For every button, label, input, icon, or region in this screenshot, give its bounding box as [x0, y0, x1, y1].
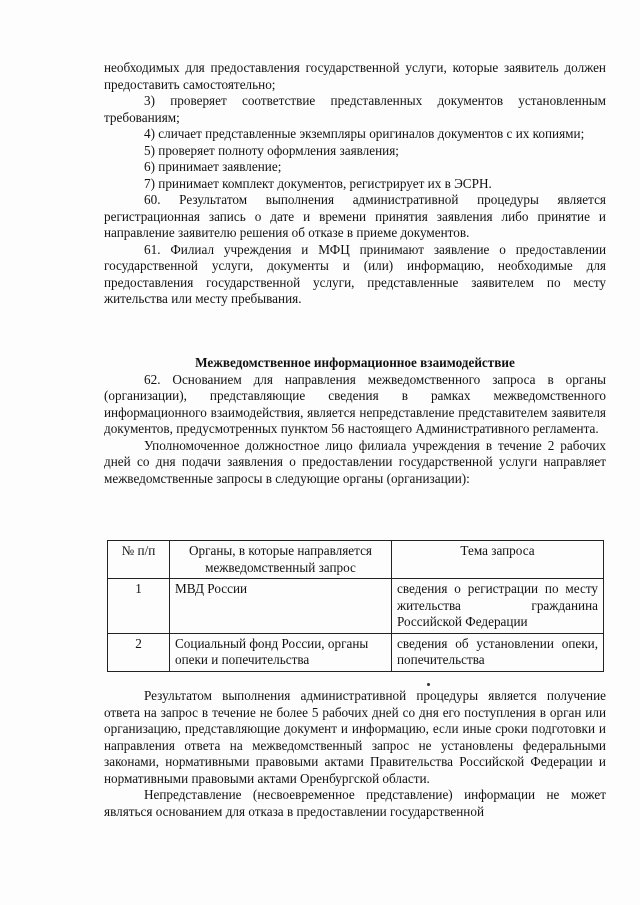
table-header-row: [108, 541, 604, 579]
row-agency: Социальный фонд России, органы опеки и попечительства: [170, 633, 392, 671]
list-item-3: 3) проверяет соответствие представленных документов установленным требованиям;: [104, 93, 606, 125]
row-agency: МВД России: [170, 579, 392, 634]
table-row: [108, 579, 604, 634]
paragraph-authorized-official: Уполномоченное должностное лицо филиала учреждения в течение 2 рабочих дней со дня подачи заявления о предоставлении государственной услуги направляет межведомственные запросы в следующие органы (организации):: [104, 437, 606, 486]
row-topic: сведения об установлении опеки, попечительства: [392, 633, 604, 671]
list-item-7: 7) принимает комплект документов, регистрирует их в ЭСРН.: [144, 175, 492, 191]
table-row: [108, 633, 604, 671]
interagency-request-table: [107, 540, 604, 672]
scan-speck: [427, 683, 430, 686]
paragraph-continuation: необходимых для предоставления государственной услуги, которые заявитель должен предоставить самостоятельно;: [104, 60, 606, 92]
paragraph-nonsubmission: Непредставление (несвоевременное представление) информации не может являться основанием для отказа в предоставлении государственной: [104, 787, 606, 819]
row-number: 1: [108, 579, 170, 634]
section-heading: Межведомственное информационное взаимодействие: [195, 355, 515, 370]
header-number: № п/п: [108, 541, 170, 579]
header-agencies: Органы, в которые направляется межведомственный запрос: [170, 541, 392, 579]
paragraph-result: Результатом выполнения административной процедуры является получение ответа на запрос в течение не более 5 рабочих дней со дня его поступления в орган или организацию, представляющие документ и информацию, если иные сроки подготовки и направления ответа на межведомственный запрос не установлены федеральными законами, нормативными правовыми актами Правительства Российской Федерации и нормативными правовыми актами Оренбургской области.: [104, 688, 606, 786]
list-item-4: 4) сличает представленные экземпляры оригиналов документов с их копиями;: [144, 126, 585, 141]
header-request-topic: Тема запроса: [392, 541, 604, 579]
paragraph-60: 60. Результатом выполнения административной процедуры является регистрационная запись о дате и времени принятия заявления либо принятие и направление заявителю решения об отказе в приеме документов.: [104, 192, 606, 240]
text-block-bottom: [104, 688, 606, 820]
row-number: 2: [108, 633, 170, 671]
row-topic: сведения о регистрации по месту жительства гражданина Российской Федерации: [392, 579, 604, 634]
section: [104, 355, 606, 487]
text-block-top: [104, 60, 606, 308]
paragraph-61: 61. Филиал учреждения и МФЦ принимают заявление о предоставлении государственной услуги, документы и (или) информацию, необходимые для предоставления государственной услуги, представленные заявителем по месту жительства или месту пребывания.: [104, 241, 606, 306]
list-item-6: 6) принимает заявление;: [144, 159, 282, 174]
list-item-5: 5) проверяет полноту оформления заявления;: [144, 142, 399, 158]
paragraph-62: 62. Основанием для направления межведомственного запроса в органы (организации), представляющие сведения в рамках межведомственного информационного взаимодействия, является непредставление представителем заявителя документов, предусмотренных пунктом 56 настоящего Административного регламента.: [104, 371, 606, 436]
